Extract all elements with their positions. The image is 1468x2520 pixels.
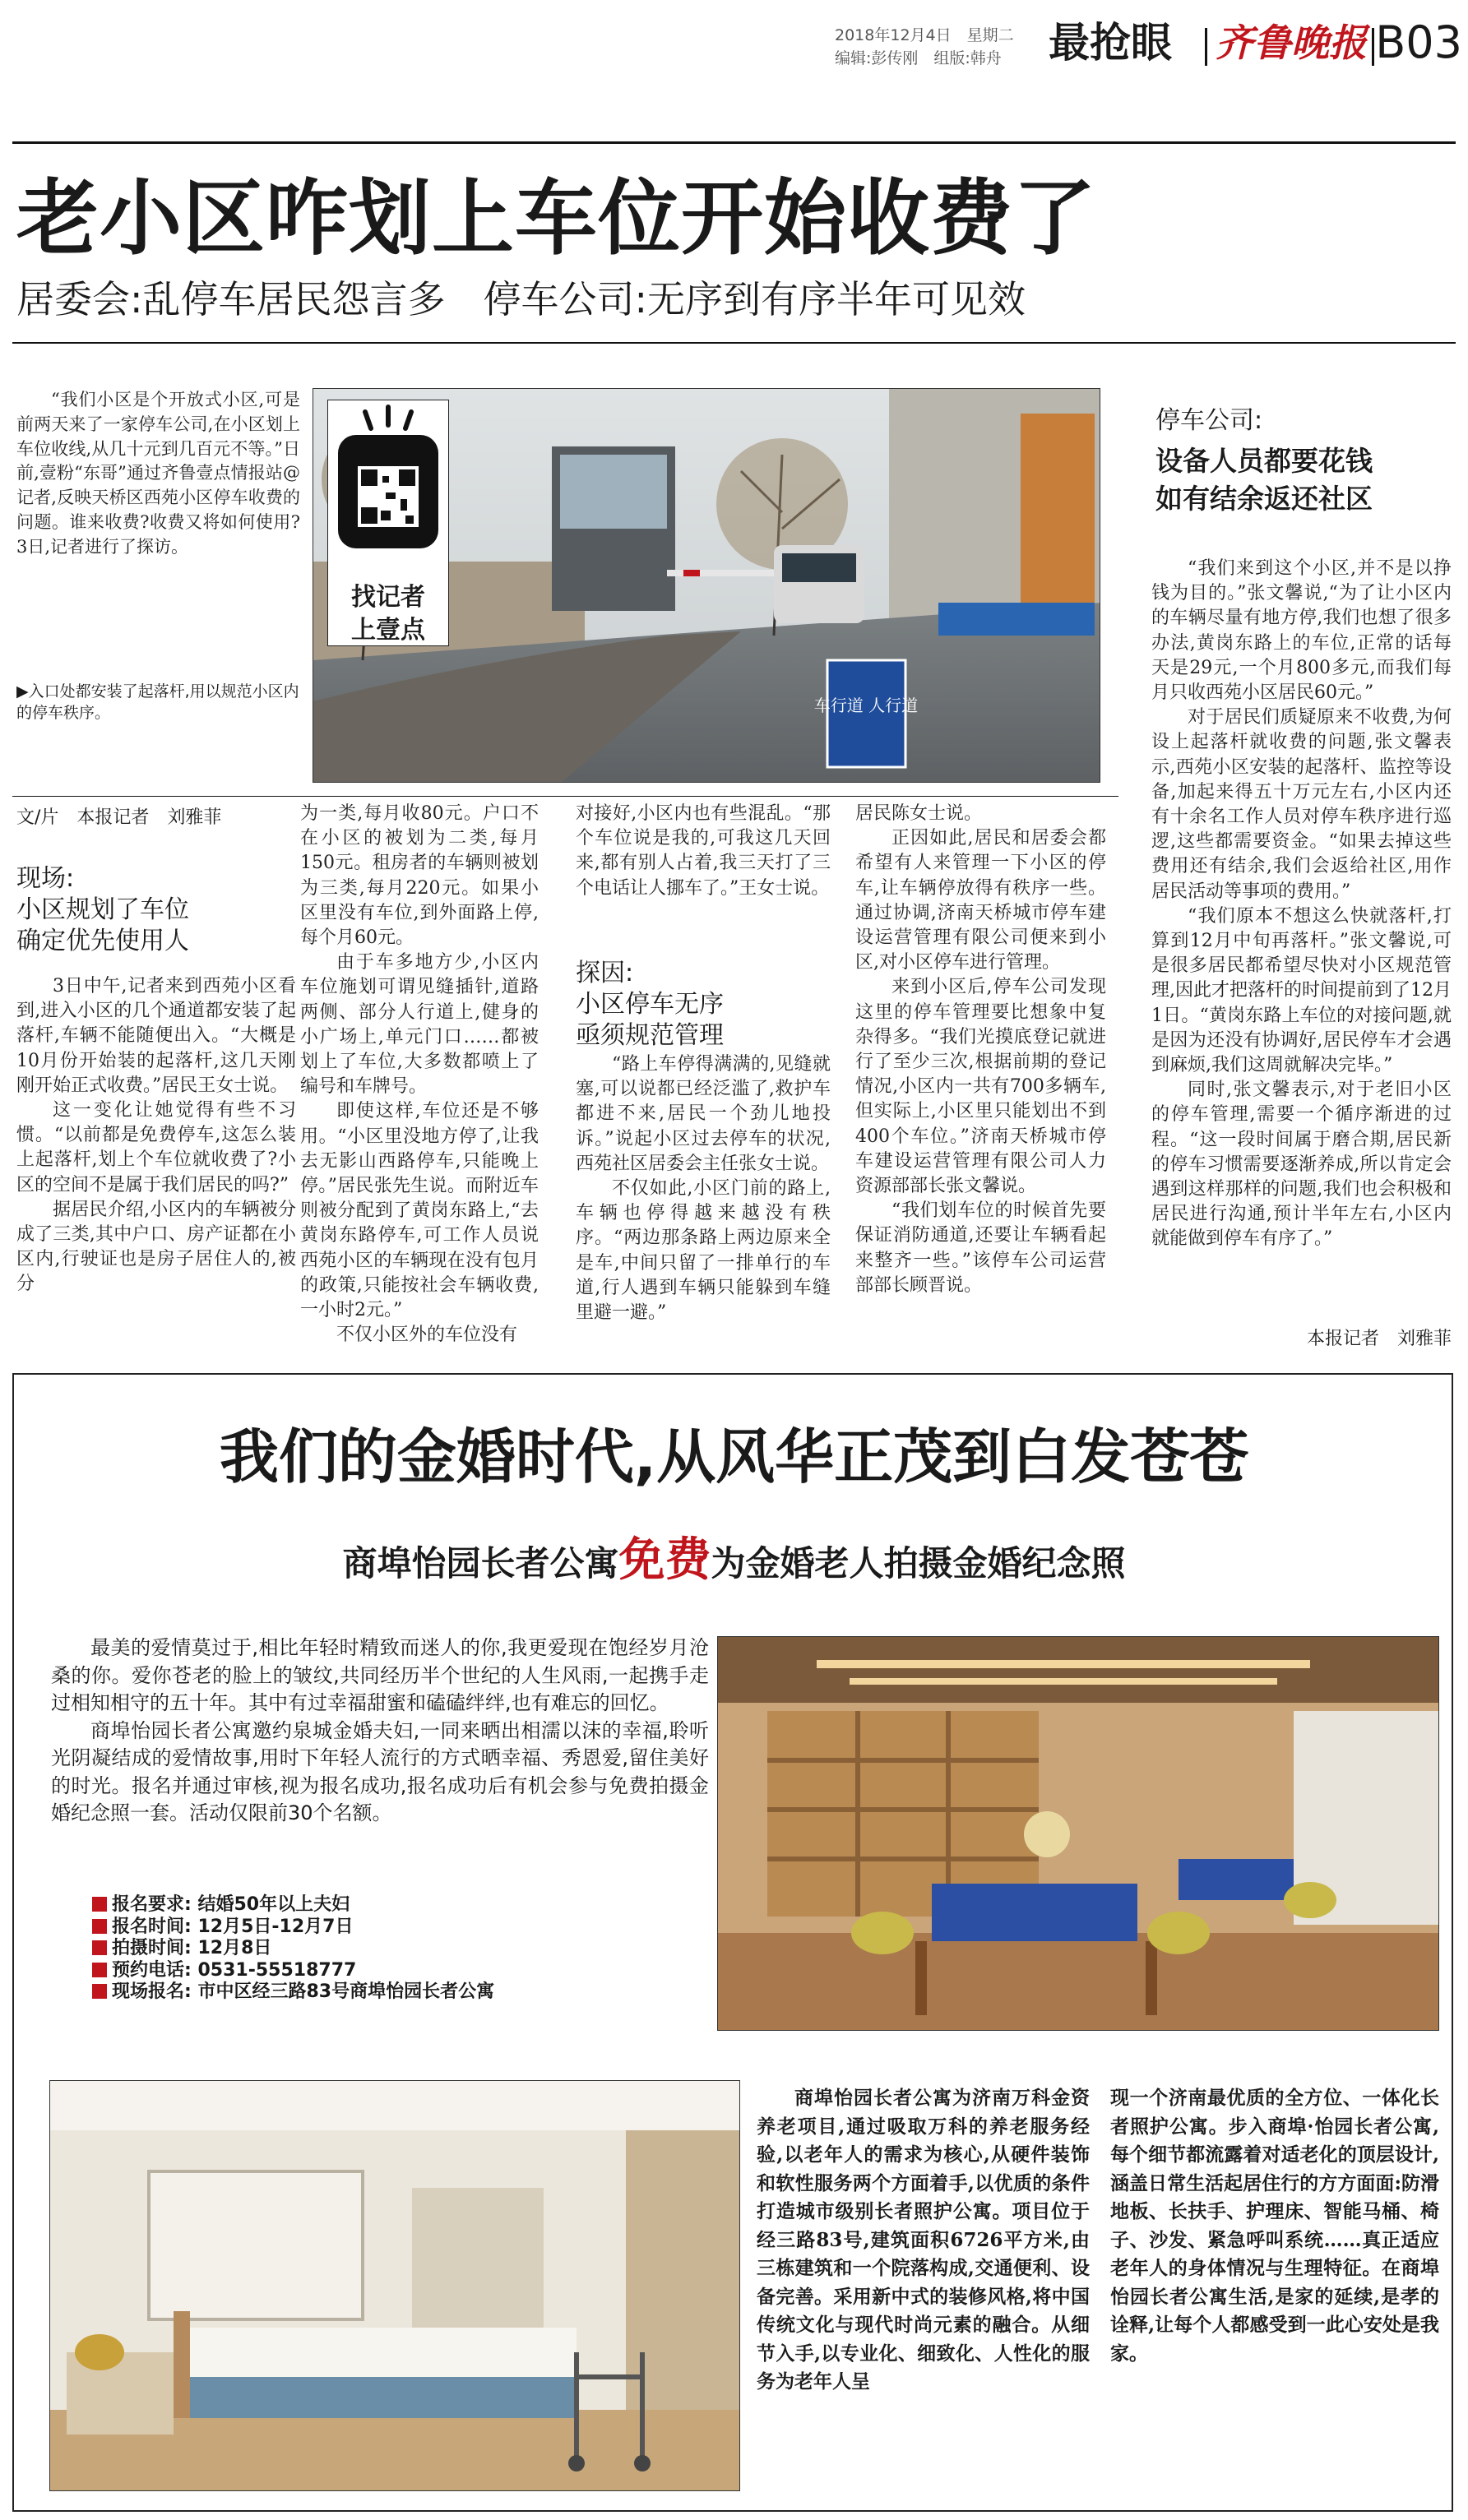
info-row: 报名要求: 结婚50年以上夫妇 <box>92 1894 717 1917</box>
ad-body-right: 现一个济南最优质的全方位、一体化长者照护公寓。步入商埠·怡园长者公寓,每个细节都流露着对适老化的顶层设计,涵盖日常生活起居住行的方方面面:防滑地板、长扶手、护理床、智能马桶、椅子、沙发、紧急呼叫系统……真正适应老年人的身体情况与生理特征。在商埠怡园长者公寓生活,是家的延续,是孝的诠释,让每个人都感受到一此心安处是我家。 <box>1110 2087 1439 2365</box>
header-rule <box>12 141 1456 144</box>
bedroom-scene <box>50 2081 740 2491</box>
column-2: 为一类,每月收80元。户口不在小区的被划为二类,每月150元。租房者的车辆则被划为三类,每月220元。如果小区里没有车位,到外面路上停,每个月60元。 由于车多地方少,小区内车位施划可谓见缝插针,道路两侧、部分人行道上,健身的小广场上,单元门口……都被划上了车位,大多数都喷上了编号和车牌号。 即使这样,车位还是不够用。“小区里没地方停了,让我去无影山西路停车,只能晚上停。”居民张先生说。而附近车则被分配到了黄岗东路上,“去黄岗东路停车,可工作人员说西苑小区的车辆现在没有包月的政策,只能按社会车辆收费,一小时2元。” 不仅小区外的车位没有 <box>300 803 539 1346</box>
right-column-text: “我们来到这个小区,并不是以挣钱为目的。”张文馨说,“为了让小区内的车辆尽量有地方停,我们也想了很多办法,黄岗东路上的车位,正常的话每天是29元,一个月800多元,而我们每月只收西苑小区居民60元。” 对于居民们质疑原来不收费,为何设上起落杆就收费的问题,张文馨表示,西苑小区安装的起落杆、监控等设备,加起来得五十万元左右,小区内还有十余名工作人员对停车秩序进行巡逻,这些都需要资金。“如果去掉这些费用还有结余,我们会返给社区,用作居民活动等事项的费用。” “我们原本不想这么快就落杆,打算到12月中旬再落杆。”张文馨说,可是很多居民都希望尽快对小区规范管理,因此才把落杆的时间提前到了12月1日。“黄岗东路上车位的对接问题,就是因为还没有协调好,居民停车才会遇到麻烦,我们这周就解决完毕。” 同时,张文馨表示,对于老旧小区的停车管理,需要一个循序渐进的过程。“这一段时间属于磨合期,居民新的停车习惯需要逐渐养成,所以肯定会遇到这样那样的问题,我们也会积极和居民进行沟通,预计半年左右,小区内就能做到停车有序了。” <box>1151 558 1452 1250</box>
right-section-title: 设备人员都要花钱 如有结余返还社区 <box>1155 445 1373 515</box>
photo-caption: ▶入口处都安装了起落杆,用以规范小区内的停车秩序。 <box>16 682 299 722</box>
sign-text: 车行道 人行道 <box>813 696 919 715</box>
editor-credits: 编辑:彭传刚 组版:韩舟 <box>835 49 1002 67</box>
headline: 老小区咋划上车位开始收费了 <box>16 170 1096 266</box>
info-row: 拍摄时间: 12月8日 <box>92 1938 717 1960</box>
column-4: 居民陈女士说。 正因如此,居民和居委会都希望有人来管理一下小区的停车,让车辆停放得有秩序一些。通过协调,济南天桥城市停车建设运营管理有限公司便来到小区,对小区停车进行管理。 来到小区后,停车公司发现这里的停车管理要比想象中复杂得多。“我们光摸底登记就进行了至少三次,根据前期的登记情况,小区内一共有700多辆车,但实际上,小区里只能划出不到400个车位。”济南天桥城市停车建设运营管理有限公司人力资源部部长张文馨说。 “我们划车位的时候首先要保证消防通道,还要让车辆看起来整齐一些。”该停车公司运营部部长顾晋说。 <box>855 803 1106 1296</box>
bullet-square-icon <box>92 1984 107 1999</box>
subheadline-rule <box>12 342 1456 344</box>
ad-subtitle-a: 商埠怡园长者公寓 <box>342 1543 619 1584</box>
column-3: “路上车停得满满的,见缝就塞,可以说都已经泛滥了,救护车都进不来,居民一个劲儿地投诉。”说起小区过去停车的状况,西苑社区居委会主任张女士说。 不仅如此,小区门前的路上,车辆也停得越来越没有秩序。“两边那条路上两边原来全是车,中间只留了一排单行的车道,行人遇到车辆只能躲到车缝里避一避。” <box>576 1054 831 1324</box>
camera-icon <box>328 400 448 565</box>
ad-subtitle <box>16 1533 1452 1588</box>
right-sign: 本报记者 刘雅菲 <box>1306 1329 1452 1349</box>
qr-label: 上壹点 <box>351 616 425 645</box>
info-row: 报名时间: 12月5日-12月7日 <box>92 1917 717 1939</box>
section-name: 最抢眼 <box>1049 19 1172 67</box>
column-3-top: 对接好,小区内也有些混乱。“那个车位说是我的,可我这几天回来,都有别人占着,我三天打了三个电话让人挪车了。”王女士说。 <box>576 803 831 899</box>
info-row: 预约电话: 0531-55518777 <box>92 1960 717 1982</box>
lounge-photo <box>717 1636 1439 2031</box>
bullet-square-icon <box>92 1919 107 1934</box>
section1-title: 现场: 小区规划了车位 确定优先使用人 <box>16 864 189 955</box>
qr-badge <box>327 400 449 646</box>
info-row: 现场报名: 市中区经三路83号商埠怡园长者公寓 <box>92 1981 717 2004</box>
header-divider <box>1205 28 1207 66</box>
ad-body-left: 商埠怡园长者公寓为济南万科金资养老项目,通过吸取万科的养老服务经验,以老年人的需求为核心,从硬件装饰和软性服务两个方面着手,以优质的条件打造城市级别长者照护公寓。项目位于经三路83号,建筑面积6726平方米,由三栋建筑和一个院落构成,交通便利、设备完善。采用新中式的装修风格,将中国传统文化与现代时尚元素的融合。从细节入手,以专业化、细致化、人性化的服务为老年人呈 <box>757 2087 1090 2393</box>
bullet-square-icon <box>92 1897 107 1912</box>
intro-text: “我们小区是个开放式小区,可是前两天来了一家停车公司,在小区划上车位收线,从几十元到几百元不等。”日前,壹粉“东哥”通过齐鲁壹点情报站@记者,反映天桥区西苑小区停车收费的问题。谁来收费?收费又将如何使用?3日,记者进行了探访。 <box>16 390 300 557</box>
right-section-label: 停车公司: <box>1155 406 1263 435</box>
ad-subtitle-c: 为金婚老人拍摄金婚纪念照 <box>711 1543 1126 1584</box>
byline: 文/片 本报记者 刘雅菲 <box>16 807 222 828</box>
ad-intro: 最美的爱情莫过于,相比年轻时精致而迷人的你,我更爱现在饱经岁月沧桑的你。爱你苍老的脸上的皱纹,共同经历半个世纪的人生风雨,一起携手走过相知相守的五十年。其中有过幸福甜蜜和磕磕绊绊,也有难忘的回忆。 商埠怡园长者公寓邀约泉城金婚夫妇,一同来晒出相濡以沫的幸福,聆听光阴凝结成的爱情故事,用时下年轻人流行的方式晒幸福、秀恩爱,留住美好的时光。报名并通过审核,视为报名成功,报名成功后有机会参与免费拍摄金婚纪念照一套。活动仅限前30个名额。 <box>51 1636 709 1824</box>
newspaper-logo: 齐鲁晚报 <box>1216 21 1367 65</box>
qr-label: 找记者 <box>351 583 425 612</box>
lounge-scene <box>718 1637 1439 2031</box>
ad-title: 我们的金婚时代,从风华正茂到白发苍苍 <box>219 1422 1249 1491</box>
bedroom-photo <box>49 2080 740 2491</box>
bullet-square-icon <box>92 1963 107 1977</box>
subheadline: 居委会:乱停车居民怨言多 停车公司:无序到有序半年可见效 <box>16 277 1026 321</box>
column-1: 3日中午,记者来到西苑小区看到,进入小区的几个通道都安装了起落杆,车辆不能随便出入。“大概是10月份开始装的起落杆,这几天刚刚开始正式收费。”居民王女士说。 这一变化让她觉得有些不习惯。“以前都是免费停车,这怎么装上起落杆,划上个车位就收费了?小区的空间不是属于我们居民的吗?” 据居民介绍,小区内的车辆被分成了三类,其中户口、房产证都在小区内,行驶证也是房子居住人的,被分 <box>16 976 296 1295</box>
ad-info-list <box>92 1894 717 2004</box>
issue-date: 2018年12月4日 星期二 <box>835 26 1014 44</box>
bullet-square-icon <box>92 1940 107 1955</box>
article-rule <box>12 796 1118 797</box>
ad-subtitle-free: 免费 <box>618 1533 711 1587</box>
page-number: B03 <box>1375 16 1462 68</box>
section2-title: 探因: 小区停车无序 亟须规范管理 <box>576 959 724 1050</box>
